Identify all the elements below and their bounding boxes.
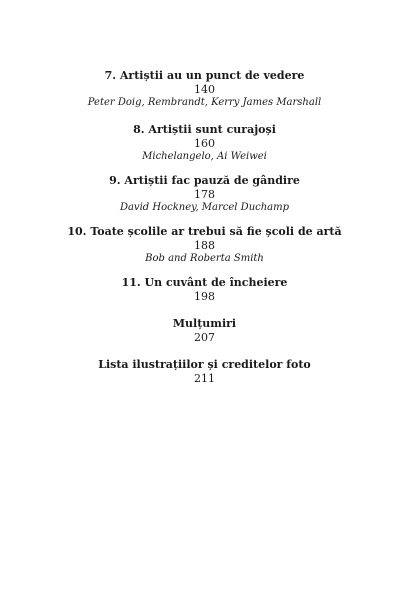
chapter-artists: Peter Doig, Rembrandt, Kerry James Marshall bbox=[87, 97, 322, 108]
page-number: 140 bbox=[194, 83, 215, 96]
chapter-artists: David Hockney, Marcel Duchamp bbox=[119, 202, 290, 213]
page-number: 160 bbox=[194, 137, 215, 150]
chapter-title: 7. Artiștii au un punct de vedere bbox=[104, 69, 305, 82]
chapter-title: 11. Un cuvânt de încheiere bbox=[121, 276, 288, 289]
chapter-title: 9. Artiștii fac pauză de gândire bbox=[109, 174, 300, 187]
chapter-artists: Bob and Roberta Smith bbox=[145, 253, 264, 264]
chapter-artists: Michelangelo, Ai Weiwei bbox=[142, 151, 267, 162]
toc-entry-illustrations bbox=[0, 358, 409, 385]
toc-entry-acknowledgements bbox=[0, 317, 409, 344]
page-number: 211 bbox=[194, 372, 215, 385]
toc-entry-chapter-10 bbox=[0, 225, 409, 265]
page-number: 198 bbox=[194, 290, 215, 303]
chapter-title: 10. Toate școlile ar trebui să fie școli de artă bbox=[67, 225, 342, 238]
page-number: 188 bbox=[194, 239, 215, 252]
page-number: 207 bbox=[194, 331, 215, 344]
page-number: 178 bbox=[194, 188, 215, 201]
chapter-title: Mulțumiri bbox=[172, 317, 237, 330]
toc-entry-chapter-8 bbox=[0, 123, 409, 163]
toc-entry-chapter-7 bbox=[0, 69, 409, 109]
chapter-title: Lista ilustrațiilor și creditelor foto bbox=[98, 358, 311, 371]
chapter-title: 8. Artiștii sunt curajoși bbox=[133, 123, 276, 136]
toc-entry-chapter-11 bbox=[0, 276, 409, 303]
toc-entry-chapter-9 bbox=[0, 174, 409, 214]
